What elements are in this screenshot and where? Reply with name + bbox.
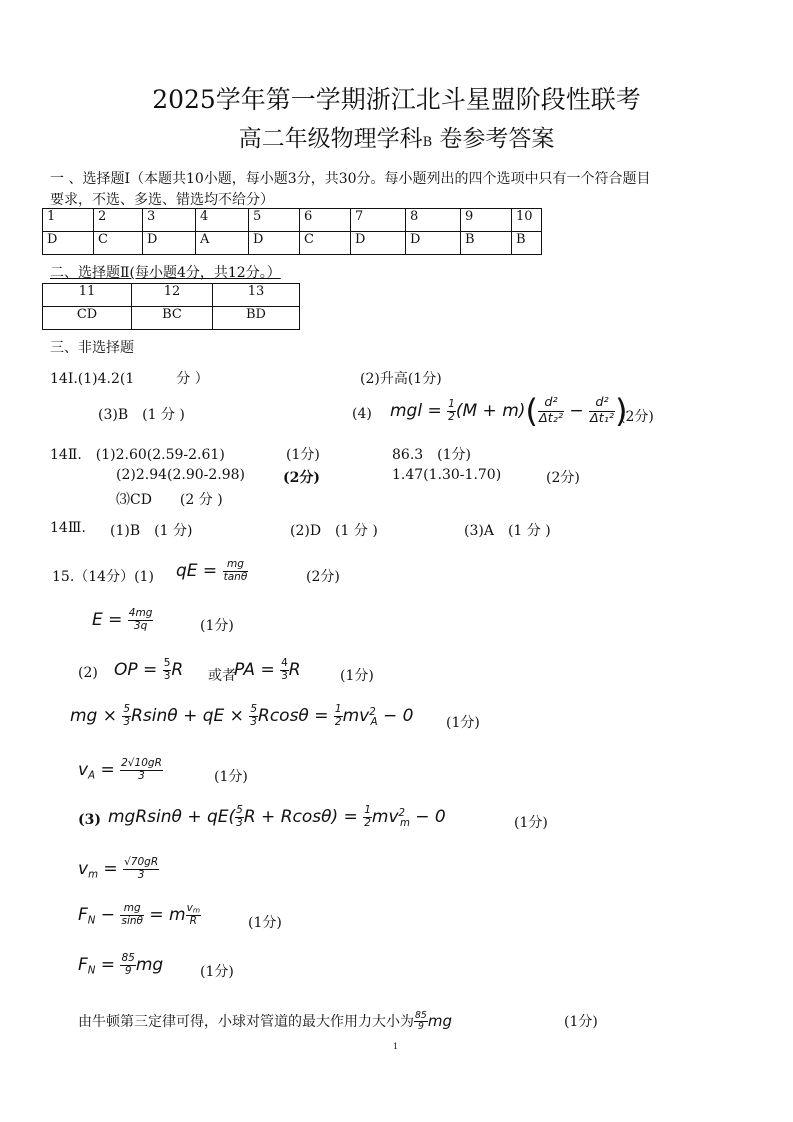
answer-cell: C <box>94 232 143 255</box>
number-cell: 4 <box>196 209 249 232</box>
q14-i-2: (2)升高(1分) <box>360 371 442 387</box>
number-cell: 3 <box>143 209 196 232</box>
page-number: 1 <box>393 1042 399 1051</box>
subtitle-tail: 卷参考答案 <box>432 126 555 152</box>
number-cell: 7 <box>351 209 406 232</box>
q14-ii-2b: (2分) <box>283 470 320 486</box>
number-cell: 5 <box>249 209 300 232</box>
number-cell: 12 <box>132 284 213 307</box>
formula-q15-3b: PA = $\frac{4}{3}$ R <box>234 657 301 682</box>
answer-cell: BC <box>132 307 213 330</box>
answer-cell: C <box>300 232 351 255</box>
formula-q15-8: $F_N$ − $\frac{mg}{\sin\theta}$ = m $\frac{vm}{R}$ <box>78 902 201 927</box>
q15-label: 15.（14分）(1) <box>52 569 154 585</box>
answer-cell: A <box>196 232 249 255</box>
formula-q15-2: E = $\frac{4mg}{3q}$ <box>92 607 153 632</box>
number-cell: 6 <box>300 209 351 232</box>
table-row-answers <box>43 307 300 330</box>
answer-cell: D <box>143 232 196 255</box>
q15-score-5: (1分) <box>214 769 248 785</box>
q14-i-1: 14Ⅰ.(1)4.2(1 分 ） <box>50 371 209 387</box>
subtitle-b: B <box>422 135 433 150</box>
q14-iii-1: (1)B (1 分) <box>110 523 193 539</box>
answer-cell: B <box>461 232 512 255</box>
q14-ii-2d: (2分) <box>546 470 580 486</box>
q14-i-4-label: (4) <box>352 406 372 422</box>
section1-instructions-line1: 一 、选择题Ⅰ（本题共10小题，每小题3分，共30分。每小题列出的四个选项中只有一个符合题目 <box>50 171 651 187</box>
document-title: 2025学年第一学期浙江北斗星盟阶段性联考 <box>152 85 641 114</box>
q14-ii-1c: 86.3 (1分) <box>392 447 472 463</box>
conclusion-text: 由牛顿第三定律可得，小球对管道的最大作用力大小为 <box>78 1014 414 1031</box>
answer-cell: D <box>43 232 94 255</box>
table-row-answers <box>43 232 542 255</box>
q15-part2-label: (2) <box>78 665 98 681</box>
formula-q15-3a: OP = $\frac{5}{3}$ R <box>114 657 184 682</box>
answer-cell: BD <box>213 307 300 330</box>
formula-q15-6: mgRsinθ + qE( $\frac{5}{3}$ R + Rcosθ) = $\frac{1}{2}$ $mv^2_m - 0$ <box>108 804 446 829</box>
q15-score-7: (1分) <box>248 915 282 931</box>
answer-cell: D <box>249 232 300 255</box>
number-cell: 10 <box>512 209 542 232</box>
formula-q15-9: $F_N$ = $\frac{85}{9}$ mg <box>78 952 164 977</box>
table-row-numbers <box>43 284 300 307</box>
section3-heading: 三、非选择题 <box>50 340 134 356</box>
answer-cell: B <box>512 232 542 255</box>
q15-or-text: 或者 <box>208 668 236 684</box>
number-cell: 8 <box>406 209 461 232</box>
q14-i-4-score: (2分) <box>620 409 654 425</box>
q14-iii-label: 14Ⅲ. <box>50 520 86 536</box>
document-subtitle <box>0 120 793 153</box>
q15-score-9: (1分) <box>564 1014 598 1030</box>
q14-ii-2a: (2)2.94(2.90-2.98) <box>116 467 246 483</box>
q15-score-6: (1分) <box>514 815 548 831</box>
formula-conclusion: $\frac{85}{9}$ mg <box>415 1010 452 1033</box>
q15-score-2: (1分) <box>200 618 234 634</box>
section1-instructions-line2: 要求，不选、多选、错选均不给分） <box>50 192 274 208</box>
table-row-numbers <box>43 209 542 232</box>
subtitle-main: 高二年级物理学科 <box>238 126 423 152</box>
formula-q15-5: $v_A$ = $\frac{2√10gR}{3}$ <box>78 757 162 782</box>
q14-ii-3: ⑶CD (2 分 ) <box>116 492 223 508</box>
answer-cell: D <box>406 232 461 255</box>
q15-conclusion <box>78 1011 452 1032</box>
q15-score-3: (1分) <box>340 668 374 684</box>
q14-ii-2c: 1.47(1.30-1.70) <box>392 467 502 483</box>
formula-q15-7: $v_m$ = $\frac{√70gR}{3}$ <box>78 856 159 881</box>
q15-score-4: (1分) <box>446 715 480 731</box>
section1-answer-table <box>42 208 542 255</box>
number-cell: 1 <box>43 209 94 232</box>
q14-ii-1b: (1分) <box>286 447 320 463</box>
q15-part3-label: (3) <box>78 812 101 828</box>
number-cell: 2 <box>94 209 143 232</box>
q14-ii-1a: 14Ⅱ. (1)2.60(2.59-2.61) <box>50 447 225 463</box>
section2-heading: 二、选择题Ⅱ(每小题4分，共12分。） <box>50 265 281 281</box>
answer-cell: D <box>351 232 406 255</box>
q15-score-8: (1分) <box>200 964 234 980</box>
number-cell: 11 <box>43 284 132 307</box>
q15-score-1: (2分) <box>306 569 340 585</box>
section2-answer-table <box>42 283 300 330</box>
formula-q14-4: mgl = $\frac{1}{2}$ (M + m)( $\frac{\text{d²}}{\text{Δt₂²}}$ − $\frac{\text{d²}}{\text{Δt₁²}}$ ) <box>390 392 628 430</box>
formula-q15-1: qE = $\frac{mg}{\tan\theta}$ <box>176 558 248 583</box>
answer-cell: CD <box>43 307 132 330</box>
q14-i-3: (3)B (1 分 ) <box>98 407 185 423</box>
number-cell: 13 <box>213 284 300 307</box>
q14-iii-3: (3)A (1 分 ) <box>464 523 551 539</box>
q14-iii-2: (2)D (1 分 ) <box>290 523 378 539</box>
number-cell: 9 <box>461 209 512 232</box>
formula-q15-4: mg × $\frac{5}{3}$ Rsinθ + qE × $\frac{5}{3}$ Rcosθ = $\frac{1}{2}$ $mv^2_A - 0$ <box>70 703 414 728</box>
